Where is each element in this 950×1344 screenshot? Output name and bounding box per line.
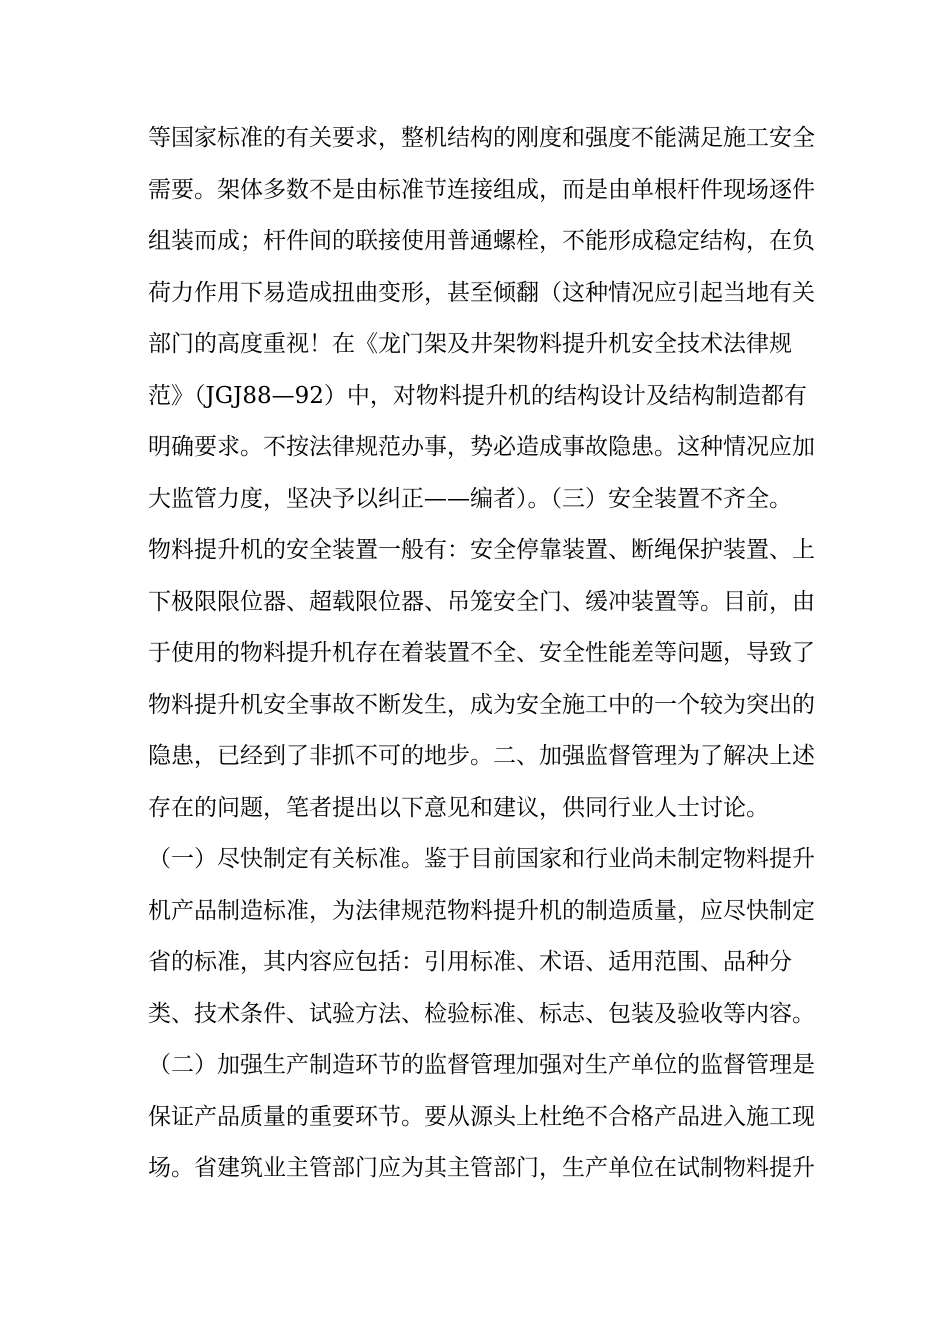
text-line: 物料提升机安全事故不断发生，成为安全施工中的一个较为突出的 — [148, 691, 815, 718]
text-line: 类、技术条件、试验方法、检验标准、标志、包装及验收等内容。 — [148, 1000, 815, 1027]
text-line: 场。省建筑业主管部门应为其主管部门，生产单位在试制物料提升 — [148, 1155, 815, 1181]
text-line: （一）尽快制定有关标准。鉴于目前国家和行业尚未制定物料提升 — [148, 846, 815, 872]
text-line: 部门的高度重视！在《龙门架及井架物料提升机安全技术法律规 — [148, 331, 792, 357]
text-line: 物料提升机的安全装置一般有：安全停靠装置、断绳保护装置、上 — [148, 537, 815, 563]
text-line: 机产品制造标准，为法律规范物料提升机的制造质量，应尽快制定 — [148, 897, 815, 924]
text-line: 隐患，已经到了非抓不可的地步。二、加强监督管理为了解决上述 — [148, 743, 815, 769]
text-line: 存在的问题，笔者提出以下意见和建议，供同行业人士讨论。 — [148, 794, 769, 821]
text-line: 保证产品质量的重要环节。要从源头上杜绝不合格产品进入施工现 — [148, 1103, 815, 1130]
text-line: （二）加强生产制造环节的监督管理加强对生产单位的监督管理是 — [148, 1052, 815, 1078]
text-line: 等国家标准的有关要求，整机结构的刚度和强度不能满足施工安全 — [148, 125, 815, 151]
text-line: 需要。架体多数不是由标准节连接组成，而是由单根杆件现场逐件 — [148, 176, 815, 203]
text-line: 范》（JGJ88—92）中，对物料提升机的结构设计及结构制造都有 — [148, 382, 807, 409]
text-line: 大监管力度，坚决予以纠正——编者）。（三）安全装置不齐全。 — [148, 485, 792, 512]
text-line: 下极限限位器、超载限位器、吊笼安全门、缓冲装置等。目前，由 — [148, 588, 815, 615]
text-line: 荷力作用下易造成扭曲变形，甚至倾翻（这种情况应引起当地有关 — [148, 279, 815, 306]
text-line: 省的标准，其内容应包括：引用标准、术语、适用范围、品种分 — [148, 949, 792, 975]
text-line: 于使用的物料提升机存在着装置不全、安全性能差等问题，导致了 — [148, 640, 815, 666]
text-line: 明确要求。不按法律规范办事，势必造成事故隐患。这种情况应加 — [148, 434, 815, 460]
body-text — [148, 116, 815, 1198]
text-line: 组装而成；杆件间的联接使用普通螺栓，不能形成稳定结构，在负 — [148, 228, 815, 254]
